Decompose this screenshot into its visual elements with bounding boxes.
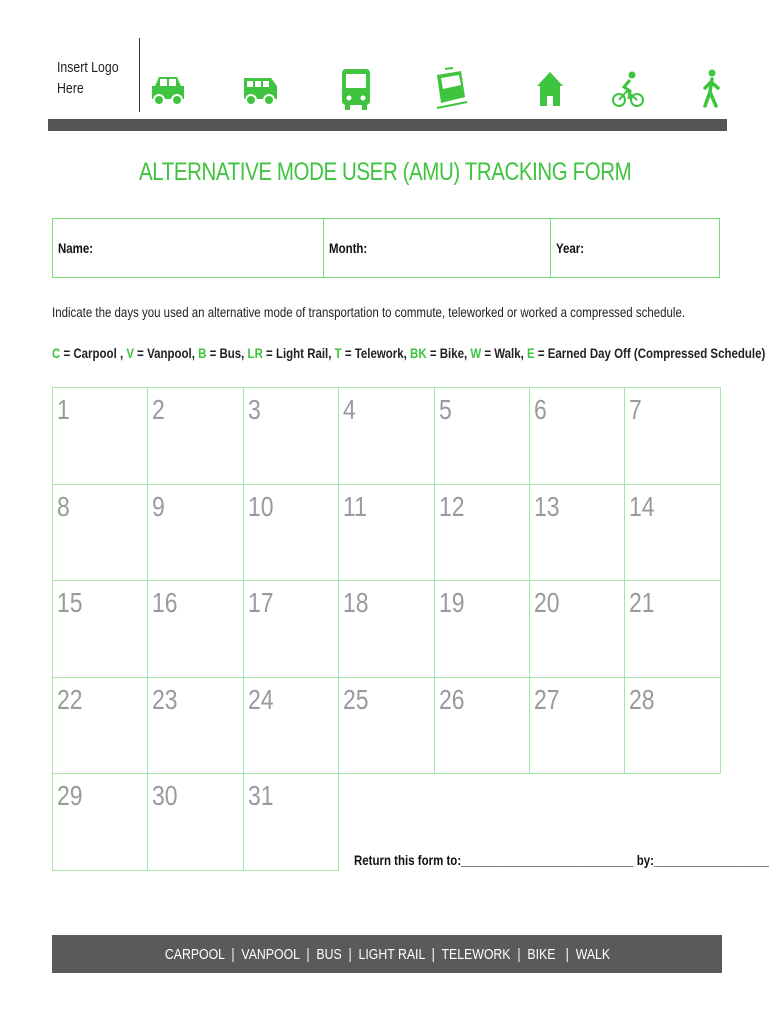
- van-icon: [240, 64, 280, 114]
- legend-code: W: [470, 345, 482, 361]
- month-label: Month:: [329, 240, 368, 256]
- calendar-day-cell[interactable]: [434, 580, 530, 678]
- day-number: 21: [629, 587, 655, 619]
- mode-legend: [52, 345, 770, 361]
- instructions: [52, 304, 770, 320]
- legend-line: [52, 345, 765, 361]
- day-number: 2: [152, 394, 166, 425]
- calendar-day-cell[interactable]: [434, 484, 530, 582]
- calendar-day-cell[interactable]: [52, 773, 148, 871]
- day-number: 26: [438, 683, 465, 715]
- legend-code: BK: [410, 345, 427, 361]
- day-number: 29: [57, 780, 83, 812]
- footer-text: CARPOOL | VANPOOL | BUS | LIGHT RAIL | TELEWORK | BIKE | WALK: [164, 945, 610, 963]
- calendar-day-cell[interactable]: [529, 484, 625, 582]
- year-field[interactable]: [551, 219, 720, 277]
- calendar-day-cell[interactable]: [529, 677, 625, 775]
- legend-label: = Vanpool,: [133, 345, 199, 361]
- logo-line-2: Here: [57, 80, 84, 97]
- calendar-day-cell[interactable]: [147, 580, 243, 678]
- logo-divider: [139, 38, 140, 112]
- name-field[interactable]: [53, 219, 324, 277]
- day-number: 20: [534, 587, 560, 619]
- info-row: [52, 218, 720, 278]
- legend-code: T: [334, 345, 342, 361]
- day-number: 3: [247, 394, 261, 425]
- form-title: [0, 158, 770, 187]
- calendar-day-cell[interactable]: [529, 580, 625, 678]
- legend-label: = Telework,: [341, 345, 411, 361]
- day-number: 16: [152, 587, 178, 619]
- month-field[interactable]: [324, 219, 550, 277]
- calendar-day-cell[interactable]: [338, 677, 434, 775]
- logo-line-1: Insert Logo: [57, 59, 119, 76]
- car-icon: [148, 64, 188, 114]
- calendar-day-cell[interactable]: [52, 484, 148, 582]
- day-number: 13: [534, 490, 560, 522]
- legend-label: = Bus,: [206, 345, 248, 361]
- legend-code: V: [126, 345, 134, 361]
- day-number: 4: [343, 394, 356, 425]
- calendar-day-cell[interactable]: [624, 580, 720, 678]
- legend-label: = Light Rail,: [262, 345, 335, 361]
- day-number: 22: [57, 683, 83, 715]
- walk-icon: [696, 64, 726, 114]
- legend-code: E: [527, 345, 535, 361]
- day-number: 8: [57, 490, 70, 522]
- form-title-text: ALTERNATIVE MODE USER (AMU) TRACKING FORM: [138, 158, 632, 186]
- home-icon: [532, 64, 568, 114]
- calendar-day-cell[interactable]: [147, 387, 243, 485]
- day-number: 25: [343, 683, 369, 715]
- calendar-day-cell[interactable]: [243, 773, 339, 871]
- day-number: 10: [247, 490, 274, 522]
- calendar-day-cell[interactable]: [52, 387, 148, 485]
- day-number: 11: [343, 490, 368, 522]
- bike-icon: [610, 64, 646, 114]
- return-text: Return this form to:___________________________ by:__________________: [354, 852, 769, 868]
- day-number: 5: [438, 394, 452, 425]
- day-number: 30: [152, 780, 178, 812]
- calendar-day-cell[interactable]: [338, 484, 434, 582]
- day-number: 15: [57, 587, 83, 619]
- calendar-day-cell[interactable]: [243, 387, 339, 485]
- calendar-day-cell[interactable]: [624, 677, 720, 775]
- footer-bar: [52, 935, 722, 973]
- legend-label: = Carpool ,: [60, 345, 127, 361]
- day-number: 31: [247, 780, 274, 812]
- day-number: 28: [629, 683, 655, 715]
- instructions-text: Indicate the days you used an alternative mode of transportation to commute, teleworked or worked a compressed schedule.: [52, 304, 686, 320]
- day-number: 17: [247, 587, 274, 619]
- legend-label: = Walk,: [481, 345, 528, 361]
- day-number: 27: [534, 683, 560, 715]
- calendar-day-cell[interactable]: [434, 677, 530, 775]
- calendar-day-cell[interactable]: [243, 677, 339, 775]
- day-number: 12: [438, 490, 465, 522]
- day-number: 23: [152, 683, 178, 715]
- legend-code: B: [198, 345, 207, 361]
- day-number: 1: [57, 394, 70, 425]
- calendar-day-cell[interactable]: [52, 580, 148, 678]
- year-label: Year:: [555, 240, 584, 256]
- calendar-day-cell[interactable]: [529, 387, 625, 485]
- day-number: 19: [438, 587, 465, 619]
- day-number: 7: [629, 394, 643, 425]
- calendar-day-cell[interactable]: [243, 484, 339, 582]
- light-rail-icon: [430, 64, 470, 114]
- legend-code: C: [52, 345, 61, 361]
- calendar-day-cell[interactable]: [624, 387, 720, 485]
- calendar-day-cell[interactable]: [52, 677, 148, 775]
- header-bar: [48, 119, 727, 131]
- calendar-day-cell[interactable]: [338, 580, 434, 678]
- calendar-day-cell[interactable]: [147, 773, 243, 871]
- calendar-day-cell[interactable]: [243, 580, 339, 678]
- day-number: 9: [152, 490, 166, 522]
- day-number: 24: [247, 683, 274, 715]
- legend-label: = Earned Day Off (Compressed Schedule): [534, 345, 766, 361]
- calendar-day-cell[interactable]: [147, 677, 243, 775]
- calendar-day-cell[interactable]: [624, 484, 720, 582]
- legend-code: LR: [247, 345, 263, 361]
- calendar-day-cell[interactable]: [434, 387, 530, 485]
- name-label: Name:: [58, 240, 94, 256]
- day-number: 6: [534, 394, 547, 425]
- calendar-day-cell[interactable]: [147, 484, 243, 582]
- day-number: 14: [629, 490, 655, 522]
- bus-icon: [336, 64, 376, 114]
- return-instructions: [354, 852, 770, 868]
- legend-label: = Bike,: [426, 345, 471, 361]
- day-number: 18: [343, 587, 369, 619]
- logo-placeholder: [57, 57, 132, 99]
- calendar-day-cell[interactable]: [338, 387, 434, 485]
